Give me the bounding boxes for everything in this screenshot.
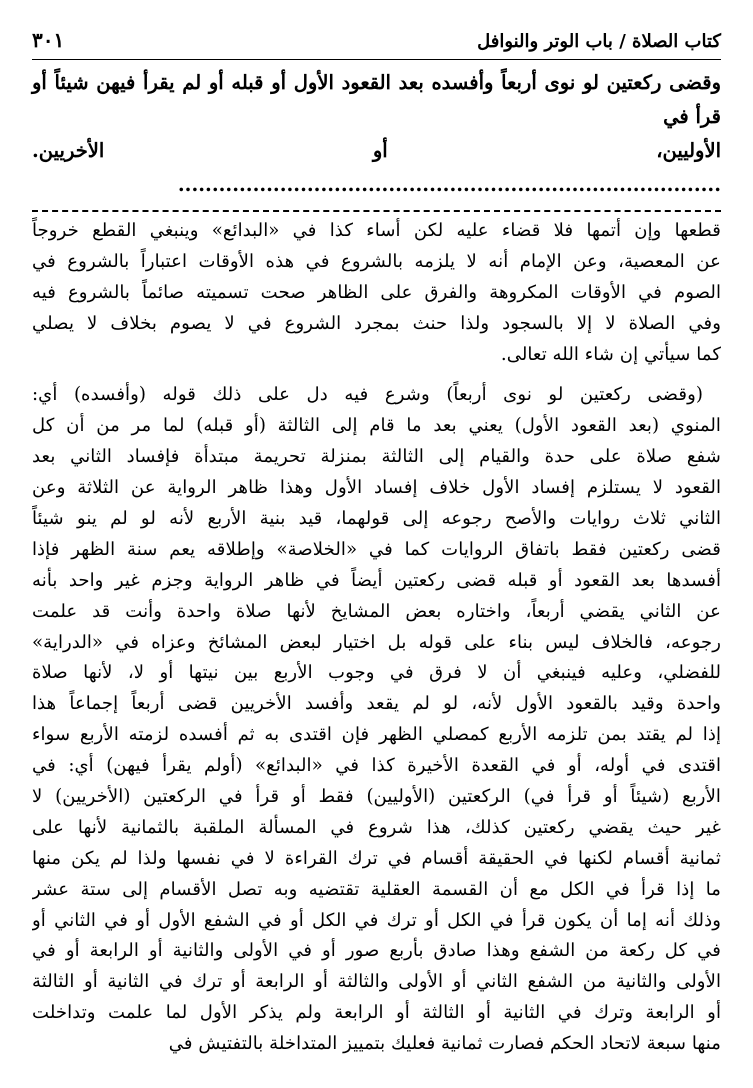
text-line: كما سيأتي إن شاء الله تعالى.: [500, 343, 721, 365]
chapter-title: كتاب الصلاة / باب الوتر والنوافل: [477, 31, 721, 52]
commentary-text: [32, 216, 721, 1060]
text-line: المنوي (بعد القعود الأول) يعني بعد ما قام إلى الثالثة (أو قبله) لما مر من أن كل: [32, 415, 721, 437]
text-line: أو الرابعة وترك في الثانية أو الثالثة أو الرابعة ولم يذكر الأول لما علمت وتداخلت: [32, 1002, 721, 1024]
text-line: اقتدى في أوله، أو في القعدة الأخيرة كذا في «البدائع» (أولم يقرأ فيهن) أي: في: [32, 755, 721, 777]
text-line: في كل ركعة من الشفع وهذا صادق بأربع صور أو في الأولى والثانية أو الرابعة أو في: [32, 940, 721, 962]
text-line: عن المعصية، وعن الإمام أنه لا يلزمه بالشروع في هذه الأوقات اعتباراً بالشروع في: [32, 250, 721, 272]
main-text-line: وقضى ركعتين لو نوى أربعاً وأفسده بعد القعود الأول أو قبله أو لم يقرأ فيهن شيئاً أو قرأ في: [32, 71, 721, 128]
main-text: [32, 66, 721, 202]
text-line: الأولى والثانية من الشفع الثاني أو الأولى والثالثة أو الرابعة أو ترك في الثانية أو الثالثة: [32, 971, 721, 993]
dashed-separator: [32, 210, 721, 212]
text-line: منها سبعة لاتحاد الحكم فصارت ثمانية فعليك بتمييز المتداخلة بالتفتيش في: [168, 1033, 721, 1055]
text-line: إذا لم يقتد بمن تلزمه الأربع كمصلي الظهر فإن اقتدى به ثم أفسده لزمته الأربع سواء: [32, 724, 721, 746]
text-line: الأربع (شيئاً أو قرأ في) الركعتين (الأوليين) فقط أو قرأ في الركعتين (الأخريين) لا: [32, 786, 721, 808]
text-line: (وقضى ركعتين لو نوى أربعاً) وشرع فيه دل على ذلك قوله (وأفسده) أي:: [32, 384, 703, 406]
commentary-paragraph-2: [32, 380, 721, 1060]
text-line: ما إذا قرأ في الكل مع أن القسمة العقلية تقتضيه وبه تصل الأقسام إلى ستة عشر: [32, 878, 721, 900]
main-text-ending: الأوليين، أو الأخريين.: [32, 139, 721, 162]
text-line: شفع صلاة على حدة والقيام إلى الثالثة بمنزلة تحريمة مبتدأة فإفساد الثاني بعد: [32, 446, 721, 468]
text-line: وفي الصلاة لا إلا بالسجود ولذا حنث بمجرد الشروع في لا يصوم بخلاف لا يصلي: [32, 312, 721, 334]
text-line: الصوم في الأوقات المكروهة والفرق على الظاهر صحت تسميته صائماً بالشروع فيه: [32, 281, 721, 303]
text-line: القعود لا يستلزم إفساد الأول خلاف إفساد الأول وهذا ظاهر الرواية عن الثلاثة وعن: [32, 477, 721, 499]
text-line: الثاني ثلاث روايات والأصح رجوعه إلى قولهما، قيد بنية الأربع لأنه لو لم ينو شيئاً: [32, 508, 721, 530]
text-line: للفضلي، وعليه فينبغي أن لا فرق في وجوب الأربع بين نيتها أو لا، لأنها صلاة: [32, 662, 721, 684]
text-line: أفسدها بعد القعود أو قبله قضى ركعتين أيضاً في ظاهر الرواية وجزم غير واحد بأنه: [32, 569, 721, 591]
commentary-paragraph-1: [32, 216, 721, 370]
header-rule: [32, 59, 721, 60]
main-text-line: [32, 134, 721, 202]
text-line: وذلك أنه إما أن يكون قرأ في الكل أو ترك في الكل أو في الشفع الأول أو في الثاني أو: [32, 909, 721, 931]
text-line: رجوعه، فالخلاف ليس بناء على قوله بل اختيار لبعض المشائخ وعزاه في «الدراية»: [32, 631, 721, 653]
text-line: عن الثاني يقضي أربعاً، واختاره بعض المشايخ لأنها صلاة واحدة وأنت قد علمت: [32, 600, 721, 622]
paragraph-gap: [32, 370, 721, 380]
text-line: قطعها وإن أتمها فلا قضاء عليه لكن أساء كذا في «البدائع» وينبغي القطع خروجاً: [32, 220, 721, 241]
page-number: ٣٠١: [32, 28, 65, 52]
text-line: غير حيث يقضي ركعتين كذلك، هذا شروع في المسألة الملقبة بالثمانية لأنها على: [32, 816, 721, 838]
running-header: [32, 28, 721, 58]
text-line: واحدة وقيد بالقعود الأول لأنه، لو لم يقعد وأفسد الأخريين قضى أربعاً إجماعاً هذا: [32, 693, 721, 715]
text-line: قضى ركعتين فقط باتفاق الروايات كما في «الخلاصة» وإطلاقه يعم سنة الظهر فإذا: [32, 538, 721, 560]
text-line: ثمانية أقسام لكنها في الحقيقة أقسام في ترك القراءة لا في نفسها ولذا لم يكن منها: [32, 847, 721, 869]
dotted-leader: ................................................................................: [177, 173, 721, 196]
